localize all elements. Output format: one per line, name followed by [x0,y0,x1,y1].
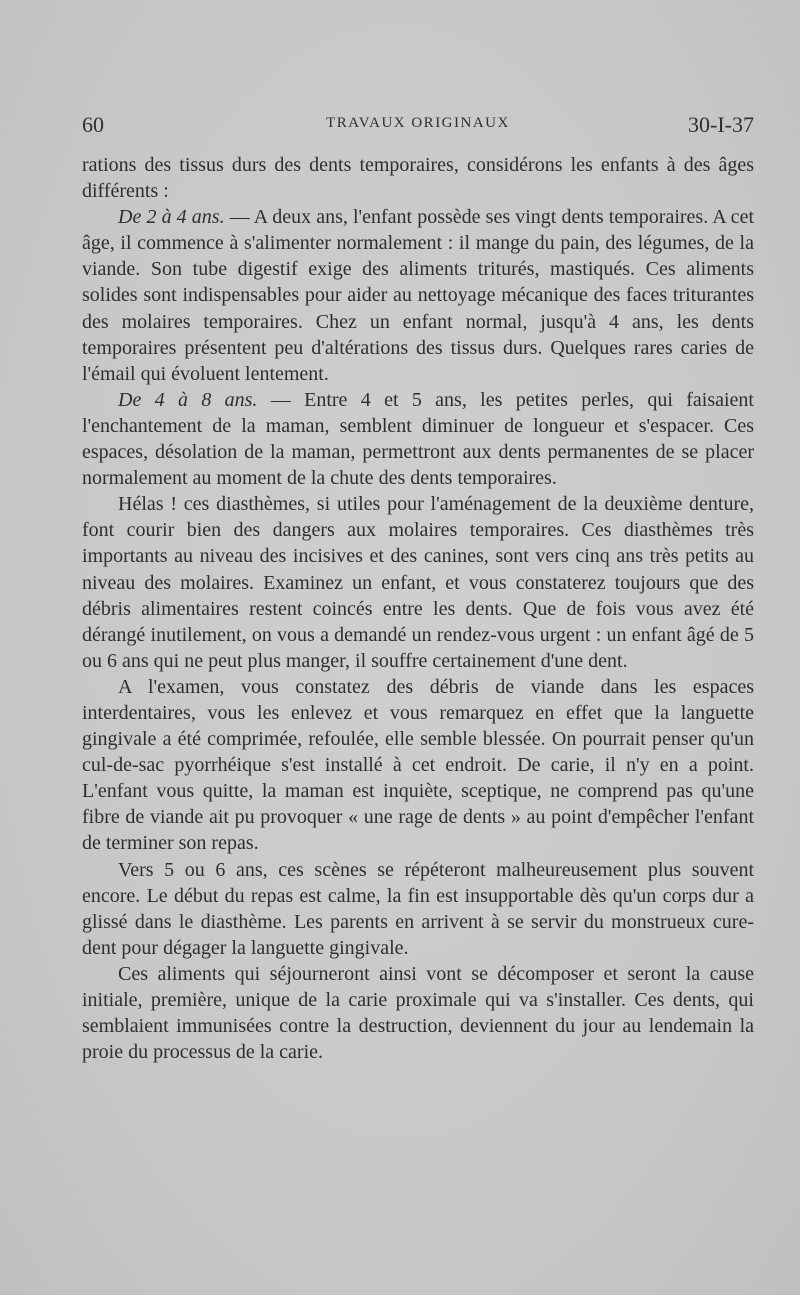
body-text [82,152,754,1065]
section-lead: De 4 à 8 ans. [118,388,258,411]
issue-date: 30-I-37 [688,112,754,137]
paragraph-continued [82,152,754,204]
page-number: 60 [82,112,104,137]
paragraph-text: — Entre 4 et 5 ans, les petites perles, qui faisaient l'enchantement de la maman, semblent diminuer de longueur et s'espacer. Ces espaces, désolation de la maman, permettront aux dents permanentes de se placer normalement au moment de la chute des dents temporaires. [82,388,754,490]
paragraph-age-4-8 [82,387,754,491]
section-lead: De 2 à 4 ans. [118,206,225,229]
paragraph-text: A l'examen, vous constatez des débris de viande dans les espaces interdentaires, vous les enlevez et vous remarquez en effet que la languette gingivale a été comprimée, refoulée, elle semble blessée. On pourrait penser qu'un cul-de-sac pyorrhéique s'est installé à cet endroit. De carie, il n'y en a point. L'enfant vous quitte, la maman est inquiète, sceptique, ne comprend pas qu'une fibre de viande ait pu provoquer « une rage de dents » au point d'empêcher l'enfant de terminer son repas. [82,675,754,855]
paragraph-text: rations des tissus durs des dents temporaires, considérons les enfants à des âges différents : [82,154,754,203]
paragraph-text: Ces aliments qui séjourneront ainsi vont se décomposer et seront la cause initiale, première, unique de la carie proximale qui va s'installer. Ces dents, qui semblaient immunisées contre la destruction, deviennent du jour au lendemain la proie du processus de la carie. [82,962,754,1064]
paragraph [82,674,754,857]
paragraph [82,961,754,1065]
paragraph-text: Hélas ! ces diasthèmes, si utiles pour l'aménagement de la deuxième denture, font courir bien des dangers aux molaires temporaires. Ces diasthèmes très importants au niveau des incisives et des canines, sont vers cinq ans très petits au niveau des molaires. Examinez un enfant, et vous constaterez toujours que des débris alimentaires restent coincés entre les dents. Que de fois vous avez été dérangé inutilement, on vous a demandé un rendez-vous urgent : un enfant âgé de 5 ou 6 ans qui ne peut plus manger, il souffre certainement d'une dent. [82,493,754,672]
running-title: TRAVAUX ORIGINAUX [326,115,510,131]
running-header [82,112,754,140]
paragraph-text: Vers 5 ou 6 ans, ces scènes se répéteront malheureusement plus souvent encore. Le début du repas est calme, la fin est insupportable dès qu'un corps dur a glissé dans le diasthème. Les parents en arrivent à se servir du monstrueux cure-dent pour dégager la languette gingivale. [82,858,754,959]
paragraph-text: — A deux ans, l'enfant possède ses vingt dents temporaires. A cet âge, il commence à s'alimenter normalement : il mange du pain, des légumes, de la viande. Son tube digestif exige des aliments triturés, mastiqués. Ces aliments solides sont indispensables pour aider au nettoyage mécanique des faces triturantes des molaires temporaires. Chez un enfant normal, jusqu'à 4 ans, les dents temporaires présentent peu d'altérations des tissus durs. Quelques rares caries de l'émail qui évoluent lentement. [82,206,754,385]
paragraph [82,491,754,674]
paragraph-age-2-4 [82,204,754,387]
paragraph [82,857,754,961]
